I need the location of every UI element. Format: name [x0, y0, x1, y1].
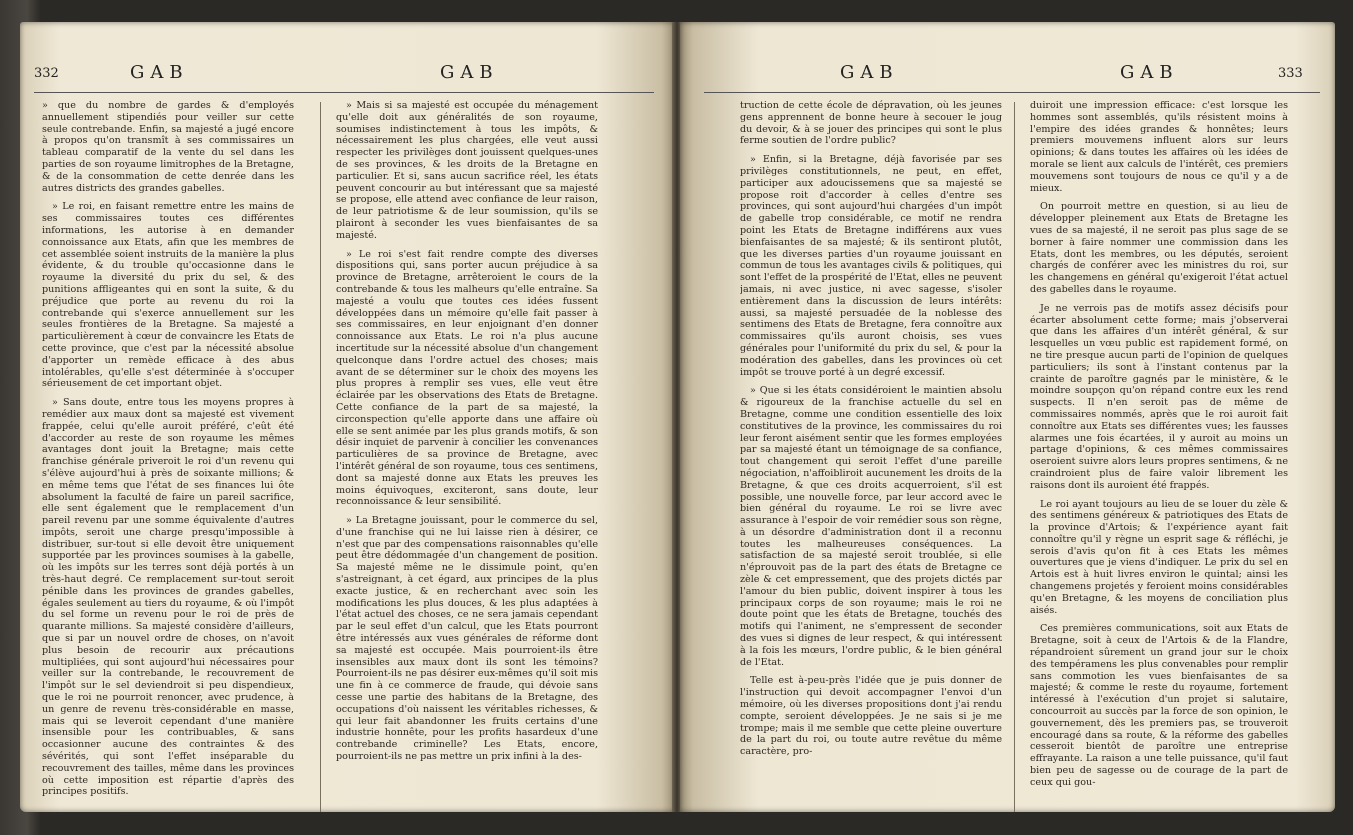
paragraph: » que du nombre de gardes & d'employés annuellement stipendiés pour veiller sur cette seule contrebande. Enfin, sa majesté a jugé encore à propos qu'on transmît à ses commissaires un tableau comparatif de la vente du sel dans les parties de son royaume limitrophes de la Bretagne, & de la consommation de cette denrée dans les autres districts des grandes gabelles.: [42, 100, 294, 194]
paragraph: » Mais si sa majesté est occupée du ménagement qu'elle doit aux généralités de son royaume, soumises indistinctement à tous les impôts, & nécessairement les plus chargées, elle veut aussi respecter les privilèges dont jouissent quelques-unes de ses provinces, & les droits de la Bretagne en particulier. Et si, sans aucun sacrifice réel, les états peuvent concourir au but intéressant que sa majesté se propose, elle attend avec confiance de leur raison, de leur patriotisme & de leur soumission, qu'ils se plairont à seconder les vues bienfaisantes de sa majesté.: [336, 100, 598, 241]
header-rule: [704, 92, 1320, 93]
right-column-2: [1030, 100, 1288, 825]
running-head-left-b: GAB: [440, 62, 499, 83]
column-separator: [1014, 102, 1015, 812]
page-number-right: 333: [1278, 66, 1303, 81]
paragraph: Le roi ayant toujours au lieu de se louer du zèle & des sentimens généreux & patriotiques des Etats de la province d'Artois; & l'expérience ayant fait connoître qu'il y règne un esprit sage & réfléchi, je serois d'avis qu'on fit à ces Etats les mêmes ouvertures que je viens d'indiquer. Le prix du sel en Artois est à huit livres environ le quintal; ainsi les changemens projetés y feroient moins considérables qu'en Bretagne, & les moyens de conciliation plus aisés.: [1030, 498, 1288, 616]
left-page: [20, 22, 675, 812]
paragraph: » Le roi, en faisant remettre entre les mains de ses commissaires toutes ces différentes informations, les autorise à en demander connoissance aux Etats, afin que les membres de cet assemblée soient instruits de la manière la plus évidente, & du trouble qu'occasionne dans le royaume la diversité du prix du sel, & des punitions affligeantes qui en sont la suite, & du préjudice que porte au revenu du roi la contrebande qui s'exerce annuellement sur les seules frontières de la Bretagne. Sa majesté a particulièrement à cœur de convaincre les Etats de cette province, que c'est par la nécessité absolue d'apporter un remède efficace à des abus intolérables, qu'elle s'est déterminée à s'occuper sérieusement de cet important objet.: [42, 201, 294, 390]
right-page: [680, 22, 1335, 812]
paragraph: » La Bretagne jouissant, pour le commerce du sel, d'une franchise qui ne lui laisse rien à désirer, ce n'est que par des compensations raisonnables qu'elle peut être dédommagée d'un changement de position. Sa majesté même ne le dissimule point, qu'en s'astreignant, à cet égard, aux principes de la plus exacte justice, & en recherchant avec soin les modifications les plus douces, & les plus adaptées à l'état actuel des choses, ce ne sera jamais cependant par le seul effet d'un calcul, que les Etats pourront être intéressés aux vues générales de réforme dont sa majesté est occupée. Mais pourroient-ils être insensibles aux maux dont ils sont les témoins? Pourroient-ils ne pas désirer eux-mêmes qu'il soit mis une fin à ce commerce de fraude, qui dévoie sans cesse une partie des habitans de la Bretagne, des occupations d'où naissent les véritables richesses, & qui leur fait abandonner les fruits certains d'une industrie honnête, pour les profits hasardeux d'une contrebande criminelle? Les Etats, encore, pourroient-ils ne pas mettre un prix infini à la des-: [336, 515, 598, 763]
paragraph: Je ne verrois pas de motifs assez décisifs pour écarter absolument cette forme; mais j'observerai que dans les affaires d'un intérêt général, & sur lesquelles un vœu public est rapidement formé, on ne tire presque aucun parti de l'opinion de quelques particuliers; ils sont à l'instant contenus par la crainte de paroître gagnés par le ministère, & le moindre soupçon qu'on répand contre eux les rend suspects. Il n'en seroit pas de même de commissaires nommés, après que le roi auroit fait connoître aux Etats ses différentes vues; les fausses alarmes une fois écartées, il y auroit au moins un partage d'opinions, & ces mêmes commissaires oseroient suivre alors leurs propres sentimens, & ne craindroient plus de faire valoir librement les raisons dont ils auroient été frappés.: [1030, 302, 1288, 491]
paragraph: duiroit une impression efficace: c'est lorsque les hommes sont assemblés, qu'ils résistent moins à l'empire des idées grandes & honnêtes; leurs premiers mouvemens influent alors sur leurs opinions; & dans toutes les affaires où les idées de morale se lient aux calculs de l'intérêt, ces premiers mouvemens sont toujours de nous ce qu'il y a de mieux.: [1030, 100, 1288, 194]
column-separator: [320, 102, 321, 812]
paragraph: » Le roi s'est fait rendre compte des diverses dispositions qui, sans porter aucun préjudice à sa province de Bretagne, arrêteroient le cours de la contrebande & tous les malheurs qu'elle entraîne. Sa majesté a voulu que toutes ces idées fussent développées dans un mémoire qu'elle fait passer à ses commissaires, en leur enjoignant d'en donner connoissance aux Etats. Le roi n'a plus aucune incertitude sur la nécessité absolue d'un changement quelconque dans l'ordre actuel des choses; mais avant de se déterminer sur le choix des moyens les plus propres à remplir ses vues, elle veut être éclairée par les observations des Etats de Bretagne. Cette confiance de la part de sa majesté, la circonspection qu'elle apporte dans une affaire où elle se sent animée par les plus grands motifs, & son désir inquiet de parvenir à concilier les convenances particulières de sa province de Bretagne, avec l'intérêt général de son royaume, tous ces sentimens, dont sa majesté donne aux Etats les preuves les moins équivoques, exciteront, sans doute, leur reconnoissance & leur sensibilité.: [336, 248, 598, 508]
left-column-2: [336, 100, 598, 825]
right-column-1: [740, 100, 1002, 825]
header-rule: [34, 92, 654, 93]
running-head-right-b: GAB: [1120, 62, 1179, 83]
paragraph: » Sans doute, entre tous les moyens propres à remédier aux maux dont sa majesté est vivement frappée, celui qu'elle auroit préféré, c'eût été d'accorder au reste de son royaume les mêmes avantages dont jouit la Bretagne; mais cette franchise générale priveroit le roi d'un revenu qui s'élève aujourd'hui à près de soixante millions; & en même tems que l'état de ses finances lui ôte absolument la faculté de faire un pareil sacrifice, elle sent également que le remplacement d'un pareil revenu par une somme équivalente d'autres impôts, seroit une charge presqu'impossible à distribuer, sur-tout si elle devoit être uniquement supportée par les provinces soumises à la gabelle, où les impôts sur les terres sont déjà portés à un très-haut degré. Ce remplacement sur-tout seroit pénible dans les provinces de grandes gabelles, égales seulement au tiers du royaume, & où l'impôt du sel forme un revenu pour le roi de près de quarante millions. Sa majesté considère d'ailleurs, que si par un nouvel ordre de choses, on n'avoit plus besoin de recourir aux précautions multipliées, qui sont aujourd'hui nécessaires pour veiller sur la contrebande, le recouvrement de l'impôt sur le sel deviendroit si peu dispendieux, que le roi ne pourroit renoncer, avec prudence, à un genre de revenu très-considérable en masse, mais qui se leveroit cependant d'une manière insensible pour les contribuables, & sans occasionner aucune des contraintes & des sévérités, qui sont l'effet inséparable du recouvrement des tailles, même dans les provinces où cette imposition est répartie d'après des principes positifs.: [42, 397, 294, 798]
paragraph: Ces premières communications, soit aux Etats de Bretagne, soit à ceux de l'Artois & de la Flandre, répandroient sûrement un grand jour sur le choix des tempéramens les plus convenables pour remplir sans commotion les vues bienfaisantes de sa majesté; & comme le reste du royaume, fortement intéressé à l'exécution d'un projet si salutaire, concourroit au succès par la force de son opinion, le gouvernement, dès les premiers pas, se trouveroit encouragé dans sa route, & la réforme des gabelles cesseroit bientôt de paroître une entreprise effrayante. La raison a une telle puissance, qu'il faut bien peu de sagesse ou de courage de la part de ceux qui gou-: [1030, 623, 1288, 788]
paragraph: Telle est à-peu-près l'idée que je puis donner de l'instruction qui devoit accompagner l'envoi d'un mémoire, où les diverses propositions dont j'ai rendu compte, seroient développées. Je ne sais si je me trompe; mais il me semble que cette pleine ouverture de la part du roi, ou toute autre revêtue du même caractère, pro-: [740, 675, 1002, 758]
paragraph: truction de cette école de dépravation, où les jeunes gens apprennent de bonne heure à secouer le joug du devoir, & à se jouer des principes qui sont le plus ferme soutien de l'ordre public?: [740, 100, 1002, 147]
running-head-left-a: GAB: [130, 62, 189, 83]
left-column-1: [42, 100, 294, 825]
paragraph: » Que si les états considéroient le maintien absolu & rigoureux de la franchise actuelle du sel en Bretagne, comme une condition essentielle des loix constitutives de la province, les commissaires du roi leur feront aisément sentir que les formes employées par sa majesté étant un témoignage de sa confiance, tout changement qui seroit l'effet d'une pareille négociation, n'affoibliroit aucunement les droits de la Bretagne, & que ces droits acquerroient, s'il est possible, une nouvelle force, par leur accord avec le bien général du royaume. Le roi se livre avec assurance à l'espoir de voir remédier sous son règne, à un désordre d'administration dont il a reconnu toutes les malheureuses conséquences. La satisfaction de sa majesté seroit troublée, si elle n'éprouvoit pas de la part des états de Bretagne ce zèle & cet empressement, que des projets dictés par l'amour du bien public, doivent inspirer à tous les principaux corps de son royaume; mais le roi ne doute point que les états de Bretagne, touchés des motifs qui l'animent, ne s'empressent de seconder des vues si dignes de leur respect, & qui intéressent à la fois les mœurs, l'ordre public, & le bien général de l'Etat.: [740, 385, 1002, 668]
paragraph: On pourroit mettre en question, si au lieu de développer pleinement aux Etats de Bretagne les vues de sa majesté, il ne seroit pas plus sage de se borner à faire nommer une commission dans les Etats, dont les membres, ou les députés, seroient chargés de conférer avec les ministres du roi, sur les changemens en général qu'exigeroit l'état actuel des gabelles dans le royaume.: [1030, 201, 1288, 295]
running-head-right-a: GAB: [840, 62, 899, 83]
page-number-left: 332: [34, 66, 59, 81]
paragraph: » Enfin, si la Bretagne, déjà favorisée par ses privilèges constitutionnels, ne peut, en effet, participer aux adoucissemens que sa majesté se propose roit d'accorder à celles d'entre ses provinces, qui sont aujourd'hui chargées d'un impôt de gabelle trop considérable, ce motif ne rendra point les Etats de Bretagne indifférens aux vues bienfaisantes de sa majesté; & ils sentiront plutôt, que les diverses parties d'un royaume jouissant en commun de tous les avantages civils & politiques, qui sont l'effet de la prospérité de l'Etat, elles ne peuvent jamais, ni avec justice, ni avec sagesse, s'isoler entièrement dans la discussion de leurs intérêts: aussi, sa majesté persuadée de la noblesse des sentimens des Etats de Bretagne, fera connoître aux commissaires qu'ils auront choisis, ses vues générales pour l'uniformité du prix du sel, & pour la modération des gabelles, dans les provinces où cet impôt se trouve porté à un degré excessif.: [740, 154, 1002, 378]
